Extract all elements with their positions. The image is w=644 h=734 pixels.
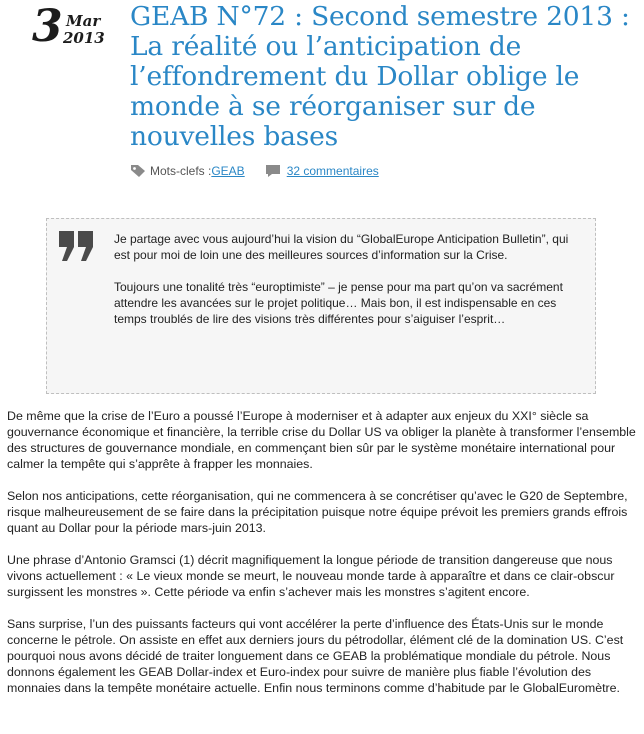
post-meta bbox=[130, 162, 379, 180]
tag-link-geab[interactable]: GEAB bbox=[211, 164, 245, 178]
body-paragraph: Une phrase d’Antonio Gramsci (1) décrit magnifiquement la longue période de transition dangereuse que nous vivons actuellement : « Le vieux monde se meurt, le nouveau monde tarde à apparaître et dans ce clair-obscur surgissent les monstres ». Cette période va enfin s’achever mais les monstres s’agitent encore. bbox=[7, 553, 615, 599]
comment-bubble-icon bbox=[265, 164, 281, 178]
blockquote bbox=[46, 218, 596, 394]
post-body bbox=[7, 408, 637, 712]
body-paragraph: Selon nos anticipations, cette réorganisation, qui ne commencera à se concrétiser qu’avec le G20 de Septembre, risque malheureusement de se faire dans la précipitation puisque notre équipe prévoit les premiers grands effrois quant au Dollar pour la période mars-juin 2013. bbox=[7, 489, 628, 535]
post-date-year: 2013 bbox=[63, 29, 105, 47]
tags-label: Mots-clefs : bbox=[150, 164, 212, 178]
quote-mark-icon bbox=[57, 229, 97, 263]
post-date bbox=[30, 1, 110, 52]
comments-link[interactable]: 32 commentaires bbox=[286, 164, 379, 178]
body-paragraph: De même que la crise de l’Euro a poussé l’Europe à moderniser et à adapter aux enjeux du XXI° siècle sa gouvernance économique et financière, la terrible crise du Dollar US va obliger la planète à transformer l’ensemble des structures de gouvernance mondiale, en commençant bien sûr par le système monétaire international pour calmer la tempête qui s’apprête à frapper les monnaies. bbox=[7, 409, 636, 471]
blockquote-paragraph: Je partage avec vous aujourd’hui la vision du “GlobalEurope Anticipation Bulletin”, qui est pour moi de loin une des meilleures sources d’information sur la Crise. bbox=[114, 232, 569, 262]
body-paragraph: Sans surprise, l’un des puissants facteurs qui vont accélérer la perte d’influence des États-Unis sur le monde concerne le pétrole. On assiste en effet aux derniers jours du pétrodollar, élément clé de la domination US. C’est pourquoi nous avons décidé de traiter longuement dans ce GEAB la problématique mondiale du pétrole. Nous donnons également les GEAB Dollar-index et Euro-index pour suivre de manière plus fiable l’évolution des monnaies dans la tempête monétaire actuelle. Enfin nous terminons comme d’habitude par le GlobalEuromètre. bbox=[7, 617, 624, 695]
post-date-month: Mar bbox=[66, 12, 101, 30]
post-date-day: 3 bbox=[32, 1, 63, 52]
blockquote-text bbox=[114, 231, 584, 343]
post-title[interactable]: GEAB N°72 : Second semestre 2013 : La réalité ou l’anticipation de l’effondrement du Dollar oblige le monde à se réorganiser sur de nouvelles bases bbox=[130, 1, 630, 152]
blockquote-paragraph: Toujours une tonalité très “europtimiste” – je pense pour ma part qu’on va sacrément attendre les avancées sur le projet politique… Mais bon, il est indispensable en ces temps troublés de lire des visions très différentes pour s’aiguiser l’esprit… bbox=[114, 280, 563, 326]
tag-icon bbox=[130, 164, 146, 178]
